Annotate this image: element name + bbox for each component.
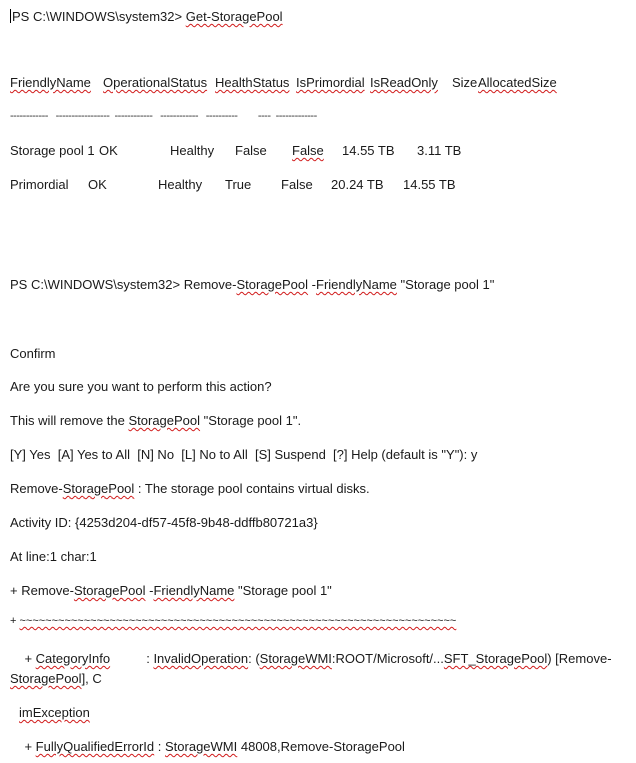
column-header-operationalstatus: OperationalStatus — [103, 75, 208, 90]
error-message-text: : The storage pool contains virtual disks. — [134, 481, 370, 496]
echo-noun: StoragePool — [73, 583, 146, 598]
category-label: CategoryInfo — [35, 651, 111, 666]
echo-verb: + Remove- — [10, 583, 74, 598]
error-tilde-underline — [10, 615, 456, 627]
error-command-echo — [10, 583, 332, 599]
category-class: SFT_StoragePool — [443, 651, 548, 666]
cell-healthstatus: Healthy — [170, 143, 215, 158]
cell-healthstatus: Healthy — [158, 177, 203, 192]
cell-size: 14.55 TB — [342, 143, 395, 158]
text-cursor — [10, 9, 11, 23]
confirm-question: Are you sure you want to perform this action? — [10, 379, 272, 394]
confirm-detail — [10, 413, 301, 429]
column-header-allocatedsize: AllocatedSize — [478, 75, 557, 90]
column-header-healthstatus: HealthStatus — [215, 75, 290, 90]
cell-isreadonly: False — [292, 143, 324, 158]
command-noun: StoragePool — [236, 277, 309, 292]
column-header-size: Size — [452, 75, 478, 90]
cell-allocatedsize: 14.55 TB — [403, 177, 456, 192]
column-header-friendlyname: FriendlyName — [10, 75, 91, 90]
category-path: :ROOT/Microsoft/... — [331, 651, 444, 666]
confirm-detail-text: This will remove the — [10, 413, 129, 428]
cell-isreadonly: False — [281, 177, 313, 192]
table-separator: ------------ ----------------- ------------ ------------ ---------- ---- ------------- — [10, 110, 317, 122]
cell-allocatedsize: 3.11 TB — [417, 143, 462, 158]
fqid-label: FullyQualifiedErrorId — [35, 739, 155, 754]
remove-storagepool-command-line — [10, 277, 494, 293]
command-text: Get-StoragePool — [185, 9, 283, 24]
category-type: InvalidOperation — [153, 651, 249, 666]
error-exception-wrap — [19, 705, 90, 721]
confirm-detail-noun: StoragePool — [128, 413, 201, 428]
category-paren: : ( — [248, 651, 260, 666]
error-message-noun: StoragePool — [62, 481, 135, 496]
category-namespace: StorageWMI — [259, 651, 332, 666]
confirm-detail-target: "Storage pool 1". — [200, 413, 302, 428]
confirm-title: Confirm — [10, 346, 56, 361]
get-storagepool-command-line — [10, 9, 283, 25]
error-message-verb: Remove- — [10, 481, 63, 496]
cell-operationalstatus: OK — [99, 143, 118, 158]
fqid-value: 48008,Remove-StoragePool — [237, 739, 405, 754]
prompt-text: PS C:\WINDOWS\system32> — [12, 9, 186, 24]
cell-isprimordial: True — [225, 177, 252, 192]
category-bracket: ) [Remove- — [547, 651, 612, 666]
activity-id: Activity ID: {4253d204-df57-45f8-9b48-ddffb80721a3} — [10, 515, 318, 530]
error-location: At line:1 char:1 — [10, 549, 97, 564]
tilde-plus: + — [10, 615, 20, 627]
fqid-colon: : — [154, 739, 165, 754]
echo-dash: - — [145, 583, 154, 598]
category-noun: StoragePool — [10, 671, 82, 686]
command-verb: Remove- — [183, 277, 237, 292]
fqid-namespace: StorageWMI — [165, 739, 238, 754]
category-plus: + — [10, 651, 36, 666]
tilde-marks: ~~~~~~~~~~~~~~~~~~~~~~~~~~~~~~~~~~~~~~~~~~~~~~~~~~~~~~~~~~~~~~~~~~~~ — [19, 615, 457, 627]
error-message — [10, 481, 370, 497]
exception-text: imException — [19, 705, 90, 720]
column-header-isreadonly: IsReadOnly — [370, 75, 438, 90]
column-header-isprimordial: IsPrimordial — [296, 75, 365, 90]
error-fully-qualified-id — [10, 739, 405, 755]
confirm-options: [Y] Yes [A] Yes to All [N] No [L] No to All [S] Suspend [?] Help (default is "Y"): y — [10, 447, 478, 462]
echo-parameter: FriendlyName — [153, 583, 235, 598]
category-colon: : — [110, 651, 154, 666]
fqid-plus: + — [10, 739, 36, 754]
command-value: "Storage pool 1" — [396, 277, 495, 292]
echo-value: "Storage pool 1" — [234, 583, 332, 598]
prompt-text: PS C:\WINDOWS\system32> — [10, 277, 184, 292]
error-category-info — [10, 649, 628, 689]
cell-size: 20.24 TB — [331, 177, 384, 192]
cell-friendlyname: Storage pool 1 — [10, 143, 95, 158]
cell-friendlyname: Primordial — [10, 177, 69, 192]
category-tail: ], C — [81, 671, 102, 686]
command-parameter: FriendlyName — [316, 277, 397, 292]
cell-isprimordial: False — [235, 143, 267, 158]
command-dash: - — [308, 277, 316, 292]
cell-operationalstatus: OK — [88, 177, 107, 192]
